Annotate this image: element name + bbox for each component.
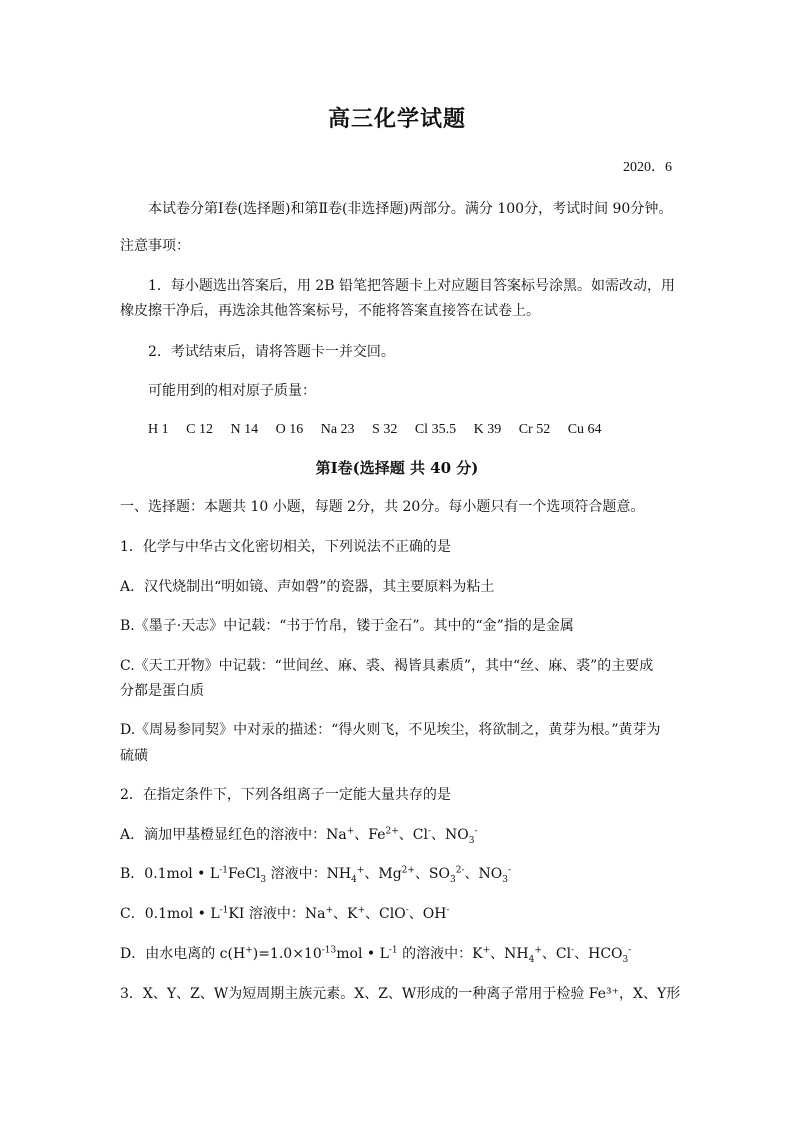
notice-item-1: 1．每小题选出答案后，用 2B 铅笔把答题卡上对应题目答案标号涂黑。如需改动，用 [148,278,676,294]
question-1-option-c-cont: 分都是蛋白质 [120,683,204,699]
notice-heading: 注意事项： [120,238,190,254]
atomic-mass-item: K 39 [473,422,502,437]
part-instruction: 一、选择题：本题共 10 小题，每题 2分，共 20分。每小题只有一个选项符合题意。 [120,499,645,515]
option-d-text: D．由水电离的 c(H [120,946,246,962]
option-b-text: B．0.1mol • L [120,866,220,882]
atomic-mass-item: H 1 [148,422,169,437]
atomic-mass-item: Cu 64 [567,422,602,437]
question-1-stem: 1．化学与中华古文化密切相关，下列说法不正确的是 [120,539,451,555]
atomic-mass-item: Na 23 [320,422,355,437]
atomic-mass-item: C 12 [186,422,213,437]
option-a-text: A．滴加甲基橙显红色的溶液中：Na [120,827,347,843]
question-3-stem: 3．X、Y、Z、W为短周期主族元素。X、Z、W形成的一种离子常用于检验 Fe³⁺，X、Y形 [120,986,681,1002]
exam-date: 2020．6 [623,160,672,175]
question-1-option-d: D.《周易参同契》中对汞的描述：“得火则飞，不见埃尘，将欲制之，黄芽为根。”黄芽为 [120,722,661,738]
atomic-mass-item: N 14 [230,422,259,437]
atomic-mass-list [148,420,616,440]
page-title: 高三化学试题 [327,106,466,132]
question-2-option-b: B．0.1mol • $L^{-1}FeCl_3$ 溶液中：$NH_4^+$、$Mg^{2+}$、$SO_3^{2-}$、$NO_3^-$ [120,865,512,885]
notice-item-2: 2．考试结束后，请将答题卡一并交回。 [148,344,395,360]
question-1-option-c: C.《天工开物》中记载：“世间丝、麻、裘、褐皆具素质”，其中“丝、麻、裘”的主要成 [120,658,654,674]
question-2-stem: 2．在指定条件下，下列各组离子一定能大量共存的是 [120,787,451,803]
question-1-option-d-cont: 硫磺 [120,748,148,764]
atomic-mass-item: Cl 35.5 [414,422,457,437]
mass-heading: 可能用到的相对原子质量： [148,383,316,399]
notice-item-1-cont: 橡皮擦干净后，再选涂其他答案标号，不能将答案直接答在试卷上。 [120,303,540,319]
question-2-option-c: C．0.1mol • $L^{-1}KI$ 溶液中：Na+、K+、ClO-、OH- [120,905,450,922]
option-c-text: C．0.1mol • L [120,906,220,922]
question-1-option-b: B.《墨子·天志》中记载：“书于竹帛，镂于金石”。其中的“金”指的是金属 [120,618,574,634]
intro-text: 本试卷分第Ⅰ卷(选择题)和第Ⅱ卷(非选择题)两部分。满分 100分，考试时间 90分钟。 [148,201,673,217]
question-2-option-a: A．滴加甲基橙显红色的溶液中：Na+、$Fe^{2+}$、Cl-、$NO_3^-$ [120,826,478,846]
question-2-option-d: D．由水电离的 $c(H^+)=1.0\times 10^{-13}mol$ • $L^{-1}$ 的溶液中：K+、$NH_4^+$、Cl-、$HCO_3^-$ [120,945,632,965]
section-title: 第Ⅰ卷(选择题 共 40 分) [315,459,479,477]
atomic-mass-item: O 16 [275,422,304,437]
atomic-mass-item: S 32 [372,422,398,437]
question-1-option-a: A．汉代烧制出“明如镜、声如磬”的瓷器，其主要原料为粘土 [120,579,495,595]
atomic-mass-item: Cr 52 [518,422,551,437]
